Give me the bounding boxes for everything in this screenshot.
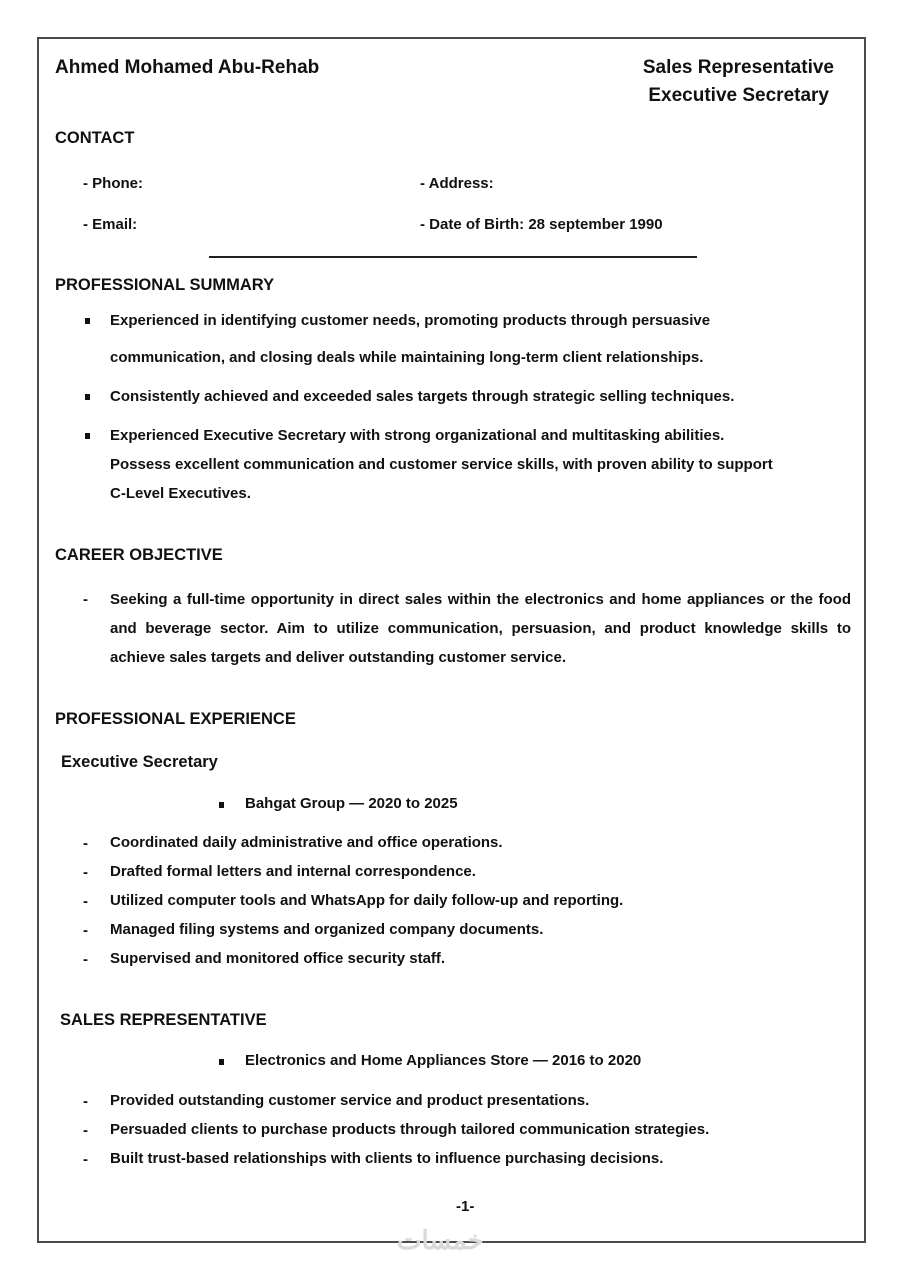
duty-item: Managed filing systems and organized company documents. <box>110 921 544 938</box>
resume-page <box>37 37 866 1243</box>
address-label: - Address: <box>420 175 494 192</box>
dash-bullet-icon: - <box>83 1122 88 1139</box>
dash-bullet-icon: - <box>83 922 88 939</box>
duty-item: Provided outstanding customer service and product presentations. <box>110 1092 590 1109</box>
duty-item: Utilized computer tools and WhatsApp for daily follow-up and reporting. <box>110 892 624 909</box>
dash-bullet-icon: - <box>83 1093 88 1110</box>
summary-line: Possess excellent communication and customer service skills, with proven ability to support <box>110 456 773 473</box>
dash-bullet-icon: - <box>83 893 88 910</box>
duty-item: Drafted formal letters and internal correspondence. <box>110 863 476 880</box>
duty-item: Supervised and monitored office security staff. <box>110 950 446 967</box>
employer: Electronics and Home Appliances Store — 2016 to 2020 <box>245 1052 642 1069</box>
job-title: Executive Secretary <box>61 753 218 771</box>
job-title: SALES REPRESENTATIVE <box>60 1011 267 1029</box>
dash-bullet-icon: - <box>83 835 88 852</box>
email-label: - Email: <box>83 216 138 233</box>
summary-line: communication, and closing deals while maintaining long-term client relationships. <box>110 349 704 366</box>
page-number: -1- <box>456 1198 475 1215</box>
candidate-name: Ahmed Mohamed Abu-Rehab <box>55 57 320 78</box>
objective-heading: CAREER OBJECTIVE <box>55 546 223 564</box>
duty-item: Persuaded clients to purchase products through tailored communication strategies. <box>110 1121 710 1138</box>
job-title-1: Sales Representative <box>642 57 834 78</box>
dash-bullet-icon: - <box>83 1151 88 1168</box>
employer: Bahgat Group — 2020 to 2025 <box>245 795 458 812</box>
dash-bullet-icon: - <box>83 951 88 968</box>
summary-line: Consistently achieved and exceeded sales targets through strategic selling techniques. <box>110 388 735 405</box>
dash-bullet-icon: - <box>83 591 88 608</box>
objective-text: Seeking a full-time opportunity in direct sales within the electronics and home appliances or the food and beverage sector. Aim to utilize communication, persuasion, and product knowledge skills to achieve sales targets and deliver outstanding customer service. <box>110 591 851 666</box>
dash-bullet-icon: - <box>83 864 88 881</box>
square-bullet-icon <box>85 318 90 324</box>
square-bullet-icon <box>219 1059 224 1065</box>
summary-line: Experienced in identifying customer needs, promoting products through persuasive <box>110 312 711 329</box>
square-bullet-icon <box>85 394 90 400</box>
phone-label: - Phone: <box>83 175 143 192</box>
job-title-2: Executive Secretary <box>648 85 829 106</box>
summary-line: Experienced Executive Secretary with strong organizational and multitasking abilities. <box>110 427 725 444</box>
square-bullet-icon <box>85 433 90 439</box>
duty-item: Built trust-based relationships with clients to influence purchasing decisions. <box>110 1150 664 1167</box>
summary-heading: PROFESSIONAL SUMMARY <box>55 276 275 294</box>
summary-line: C-Level Executives. <box>110 485 251 502</box>
divider <box>209 256 697 258</box>
duty-item: Coordinated daily administrative and office operations. <box>110 834 503 851</box>
watermark-logo: خمسات <box>397 1225 484 1255</box>
experience-heading: PROFESSIONAL EXPERIENCE <box>55 710 296 728</box>
square-bullet-icon <box>219 802 224 808</box>
date-of-birth: - Date of Birth: 28 september 1990 <box>420 216 663 233</box>
contact-heading: CONTACT <box>55 129 135 147</box>
